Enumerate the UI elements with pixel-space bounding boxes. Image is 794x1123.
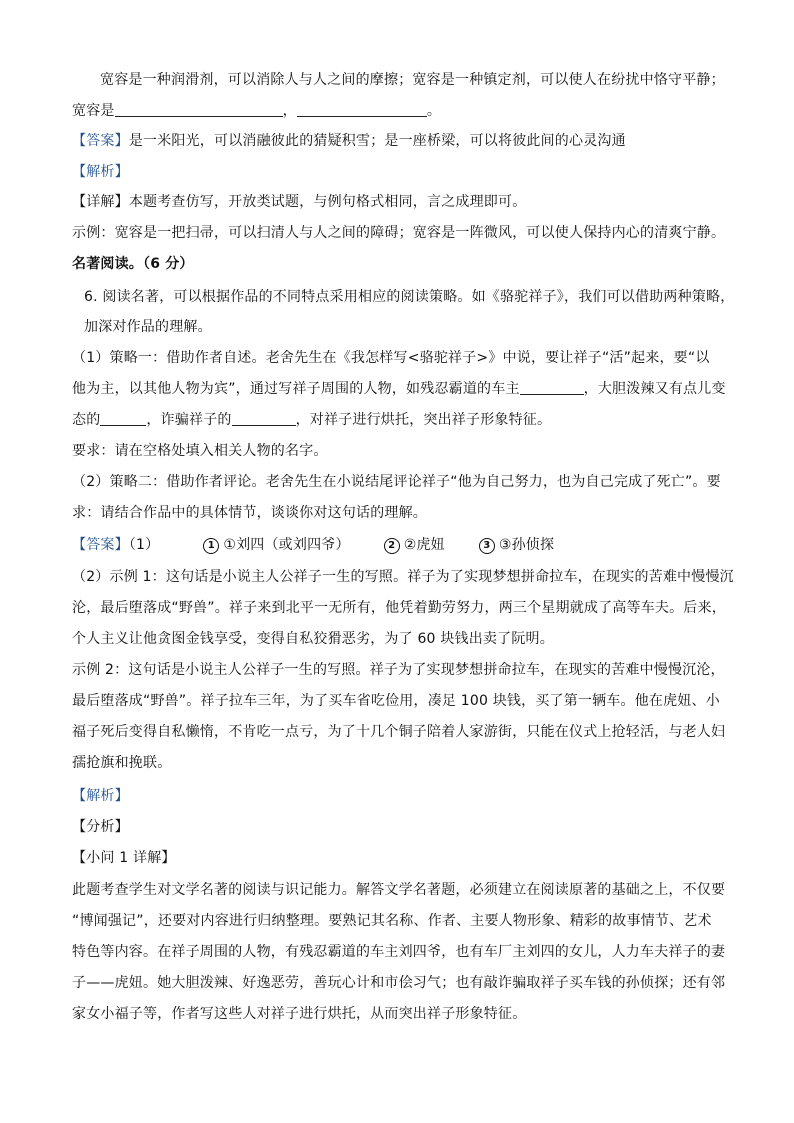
circled-number: 1 [203, 538, 219, 554]
text: ，大胆泼辣又有点儿变 [583, 381, 726, 397]
answer-line: 福子死后变得自私懒惰，不肯吃一点亏，为了十几个铜子陪着人家游街，只能在仪式上抢轻活，与老人妇 [72, 724, 726, 740]
fill-in-line [72, 101, 441, 121]
detail-line: “博闻强记”，还要对内容进行归纳整理。要熟记其名称、作者、主要人物形象、精彩的故事情节、艺术 [72, 913, 712, 929]
text: ， [282, 103, 297, 119]
question-line [72, 410, 551, 430]
question-line: 6. 阅读名著，可以根据作品的不同特点采用相应的阅读策略。如《骆驼祥子》，我们可以借助两种策略， [84, 289, 735, 305]
answer-line: 孺抢旗和挽联。 [72, 755, 172, 771]
text: 态的 [72, 412, 101, 428]
answer-blank[interactable] [100, 410, 146, 426]
answer-item: ②虎妞 [403, 537, 445, 553]
question-line: （1）策略一：借助作者自述。老舍先生在《我怎样写<骆驼祥子>》中说，要让祥子“活”起来，要“以 [72, 350, 710, 366]
detail-line: 特色等内容。在祥子周围的人物，有残忍霸道的车主刘四爷，也有车厂主刘四的女儿，人力车夫祥子的妻 [72, 944, 726, 960]
circled-number: 3 [479, 538, 495, 554]
answer-text: 是一米阳光，可以消融彼此的猜疑积雪；是一座桥梁，可以将彼此间的心灵沟通 [128, 133, 626, 149]
text: 宽容是 [72, 103, 115, 119]
answer-blank[interactable] [232, 410, 296, 426]
question-line [72, 379, 726, 399]
detail-line: 子——虎妞。她大胆泼辣、好逸恶劳，善玩心计和市侩习气；也有敲诈骗取祥子买车钱的孙侦探；还有邻 [72, 975, 726, 991]
sub-question-heading: 【小问 1 详解】 [72, 850, 176, 866]
text: （1） [128, 537, 160, 553]
answer-line: 示例 2：这句话是小说主人公祥子一生的写照。祥子为了实现梦想拼命拉车，在现实的苦难中慢慢沉沦， [72, 662, 725, 678]
question-line: （2）策略二：借助作者评论。老舍先生在小说结尾评论祥子“他为自己努力，也为自己完成了死亡”。要 [72, 474, 721, 490]
text: 。 [426, 103, 442, 119]
text: ，诈骗祥子的 [146, 412, 232, 428]
question-line: 加深对作品的理解。 [84, 319, 212, 335]
answer-blank[interactable] [297, 101, 427, 117]
analysis-tag: 【解析】 [72, 164, 129, 180]
answer-line [72, 535, 554, 555]
answer-item: ①刘四（或刘四爷） [223, 537, 350, 553]
answer-blank[interactable] [520, 379, 584, 395]
requirement-line: 要求：请在空格处填入相关人物的名字。 [72, 443, 328, 459]
answer-line: 最后堕落成“野兽”。祥子拉车三年，为了买车省吃俭用，凑足 100 块钱，买了第一辆车。他在虎妞、小 [72, 693, 720, 709]
text: ，对祥子进行烘托，突出祥子形象特征。 [295, 412, 552, 428]
analysis-tag: 【解析】 [72, 788, 129, 804]
question-line: 求：请结合作品中的具体情节，谈谈你对这句话的理解。 [72, 505, 427, 521]
detail-line: 此题考查学生对文学名著的阅读与识记能力。解答文学名著题，必须建立在阅读原著的基础之上，不仅要 [72, 882, 726, 898]
answer-item: ③孙侦探 [498, 537, 555, 553]
detail-line [72, 192, 526, 212]
answer-tag: 【答案】 [72, 133, 129, 149]
example-line: 示例：宽容是一把扫帚，可以扫清人与人之间的障碍；宽容是一阵微风，可以使人保持内心的清爽宁静。 [72, 225, 726, 241]
detail-text: 本题考查仿写，开放类试题，与例句格式相同，言之成理即可。 [128, 194, 527, 210]
answer-line [72, 131, 626, 151]
text: 他为主，以其他人物为宾”，通过写祥子周围的人物，如残忍霸道的车主 [72, 381, 520, 397]
answer-line: 个人主义让他贪图金钱享受，变得自私狡猾恶劣，为了 60 块钱出卖了阮明。 [72, 631, 554, 647]
section-heading: 名著阅读。（6 分） [72, 256, 194, 272]
circled-number: 2 [384, 538, 400, 554]
detail-tag: 【详解】 [72, 194, 129, 210]
answer-line: （2）示例 1：这句话是小说主人公祥子一生的写照。祥子为了实现梦想拼命拉车，在现实的苦难中慢慢沉 [72, 569, 734, 585]
answer-blank[interactable] [115, 101, 283, 117]
detail-line: 家女小福子等，作者写这些人对祥子进行烘托，从而突出祥子形象特征。 [72, 1006, 527, 1022]
analysis-heading: 【分析】 [72, 819, 129, 835]
paragraph-line: 宽容是一种润滑剂，可以消除人与人之间的摩擦；宽容是一种镇定剂，可以使人在纷扰中恪守平静； [100, 72, 725, 88]
answer-tag: 【答案】 [72, 537, 129, 553]
answer-line: 沦，最后堕落成“野兽”。祥子来到北平一无所有，他凭着勤劳努力，两三个星期就成了高等车夫。后来， [72, 600, 726, 616]
